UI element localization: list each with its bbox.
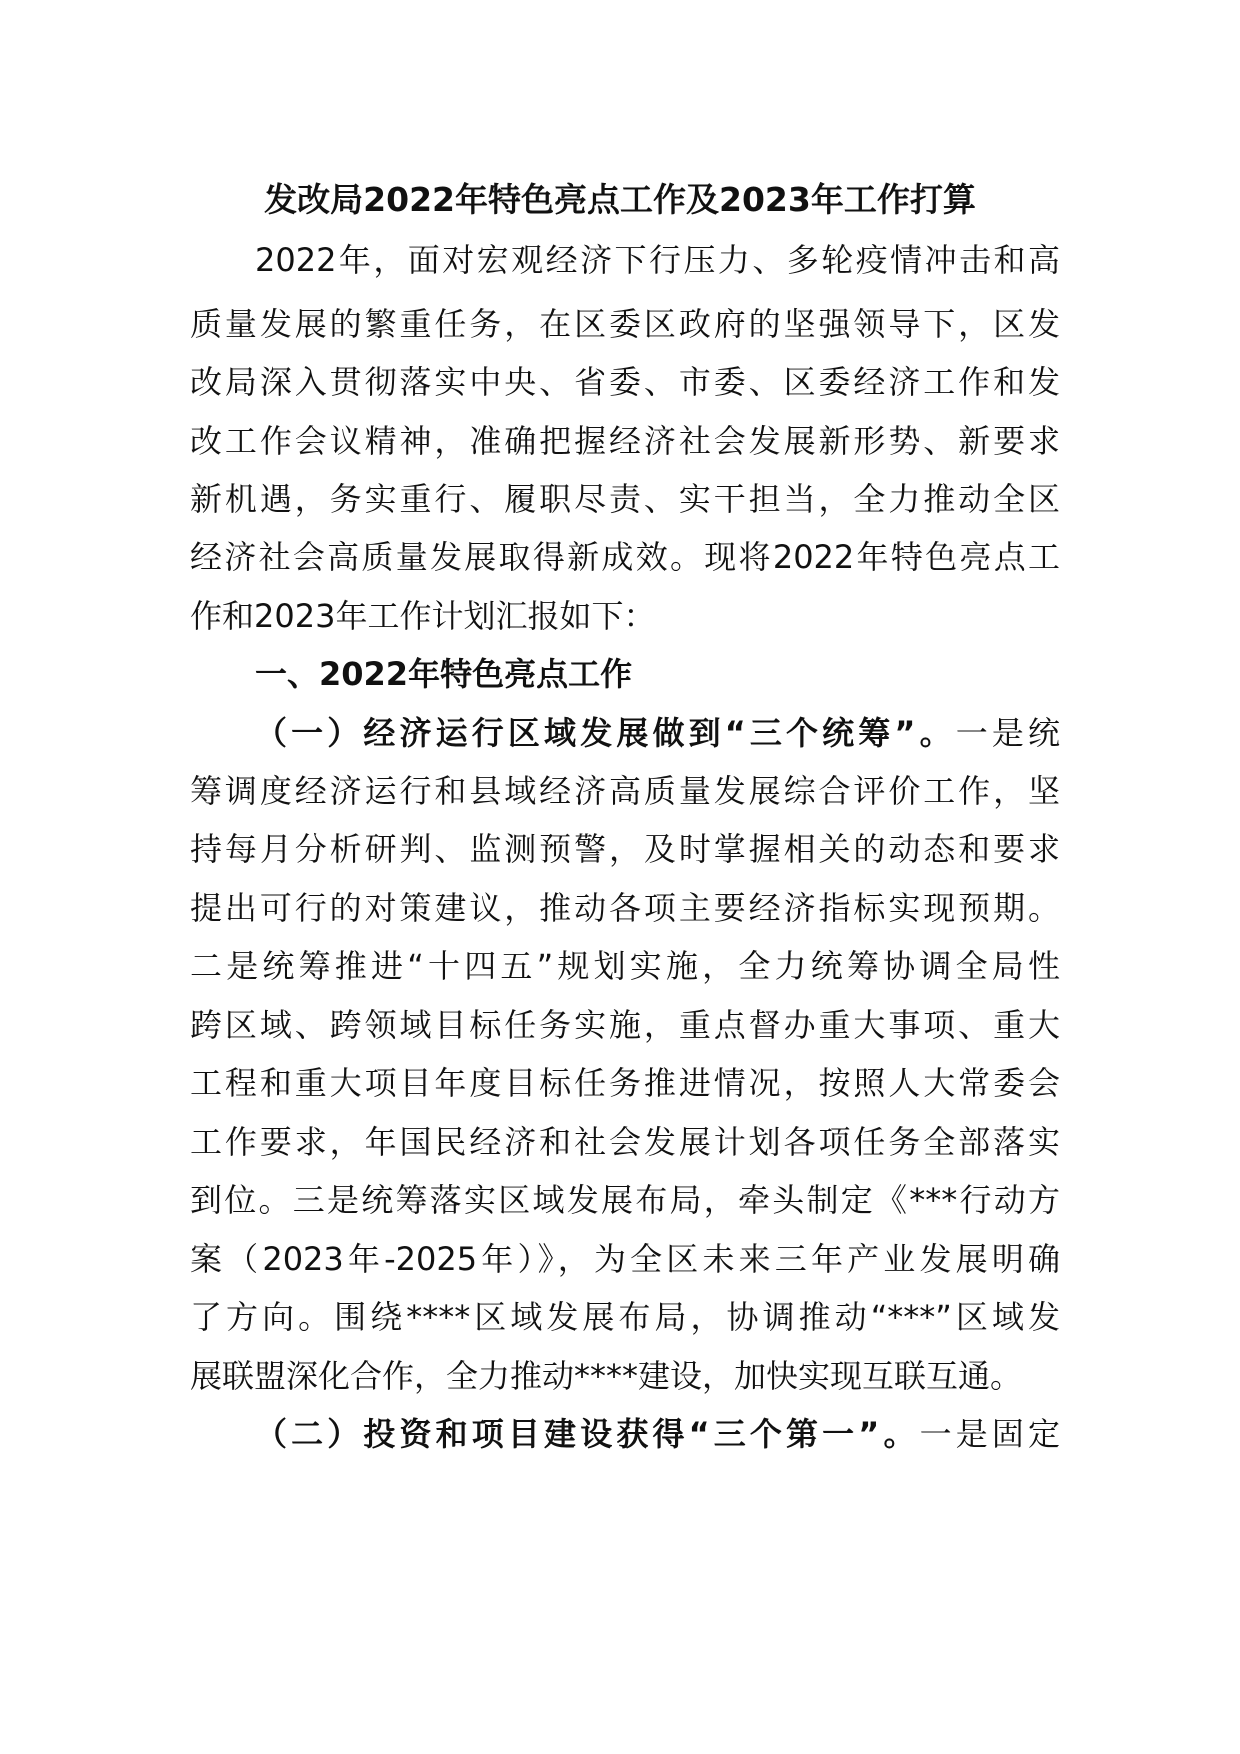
paragraph-line: 作和2023年工作计划汇报如下： xyxy=(190,597,656,635)
paragraph-line: 了方向。围绕****区域发展布局，协调推动“***”区域发 xyxy=(190,1298,1060,1336)
paragraph-line: 提出可行的对策建议，推动各项主要经济指标实现预期。 xyxy=(190,889,1060,927)
paragraph-line: 展联盟深化合作，全力推动****建设，加快实现互联互通。 xyxy=(190,1357,1023,1395)
paragraph-line: 到位。三是统筹落实区域发展布局，牵头制定《***行动方 xyxy=(190,1181,1060,1219)
subsection-first-line xyxy=(255,709,1060,757)
paragraph-line: 筹调度经济运行和县域经济高质量发展综合评价工作，坚 xyxy=(190,772,1060,810)
subsection-first-line xyxy=(255,1410,1060,1458)
paragraph-text: 一是统 xyxy=(955,714,1060,752)
paragraph-line: 二是统筹推进“十四五”规划实施，全力统筹协调全局性 xyxy=(190,947,1060,985)
paragraph-line: 经济社会高质量发展取得新成效。现将2022年特色亮点工 xyxy=(190,538,1060,576)
paragraph-line: 2022年，面对宏观经济下行压力、多轮疫情冲击和高 xyxy=(255,241,1060,279)
paragraph-line: 工程和重大项目年度目标任务推进情况，按照人大常委会 xyxy=(190,1064,1060,1102)
paragraph-line: 跨区域、跨领域目标任务实施，重点督办重大事项、重大 xyxy=(190,1006,1060,1044)
document-title: 发改局2022年特色亮点工作及2023年工作打算 xyxy=(264,180,976,219)
paragraph-line: 改工作会议精神，准确把握经济社会发展新形势、新要求 xyxy=(190,422,1060,460)
subsection-heading: （一）经济运行区域发展做到“三个统筹”。 xyxy=(255,714,956,752)
section-heading: 一、2022年特色亮点工作 xyxy=(255,655,633,693)
paragraph-line: 改局深入贯彻落实中央、省委、市委、区委经济工作和发 xyxy=(190,363,1060,401)
paragraph-line: 新机遇，务实重行、履职尽责、实干担当，全力推动全区 xyxy=(190,480,1060,518)
subsection-heading: （二）投资和项目建设获得“三个第一”。 xyxy=(255,1415,920,1453)
paragraph-line: 案（2023年-2025年）》，为全区未来三年产业发展明确 xyxy=(190,1240,1060,1278)
paragraph-line: 质量发展的繁重任务，在区委区政府的坚强领导下，区发 xyxy=(190,305,1060,343)
paragraph-line: 工作要求，年国民经济和社会发展计划各项任务全部落实 xyxy=(190,1123,1060,1161)
paragraph-text: 一是固定 xyxy=(919,1415,1060,1453)
paragraph-line: 持每月分析研判、监测预警，及时掌握相关的动态和要求 xyxy=(190,830,1060,868)
